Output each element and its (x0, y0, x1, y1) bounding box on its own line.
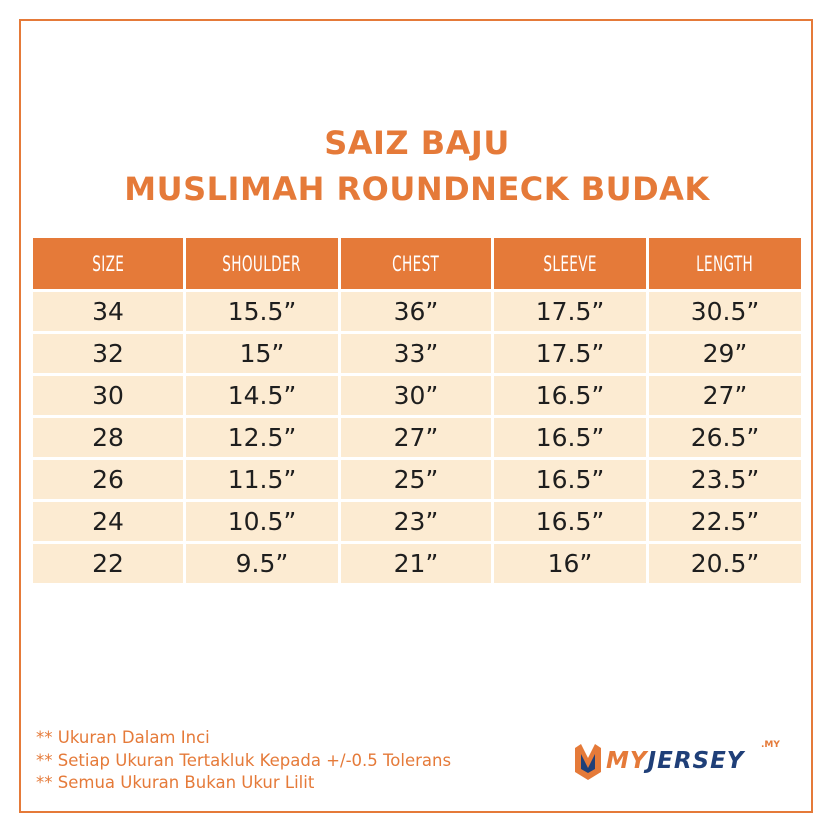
logo-wordmark (606, 748, 744, 774)
table-header-row (33, 238, 801, 289)
footnotes (36, 727, 451, 795)
cell-size: 26 (33, 460, 183, 499)
header-chest: CHEST (341, 238, 491, 289)
table-row (33, 544, 801, 583)
logo-text-jersey: JERSEY (647, 748, 745, 774)
table-row (33, 460, 801, 499)
cell-shoulder: 12.5” (186, 418, 338, 457)
cell-sleeve: 17.5” (494, 292, 646, 331)
myjersey-logo (573, 740, 788, 790)
footnote-2: ** Setiap Ukuran Tertakluk Kepada +/-0.5 Tolerans (36, 750, 452, 770)
cell-length: 27” (649, 376, 801, 415)
header-size: SIZE (33, 238, 183, 289)
table-row (33, 292, 801, 331)
cell-length: 29” (649, 334, 801, 373)
header-sleeve: SLEEVE (494, 238, 646, 289)
cell-length: 26.5” (649, 418, 801, 457)
footnote-3: ** Semua Ukuran Bukan Ukur Lilit (36, 773, 315, 792)
cell-sleeve: 16.5” (494, 418, 646, 457)
table-row (33, 376, 801, 415)
cell-shoulder: 15.5” (186, 292, 338, 331)
cell-sleeve: 16.5” (494, 502, 646, 541)
cell-sleeve: 16” (494, 544, 646, 583)
logo-text-tld: .MY (761, 740, 780, 750)
header-length: LENGTH (649, 238, 801, 289)
cell-shoulder: 15” (186, 334, 338, 373)
table-row (33, 502, 801, 541)
cell-chest: 21” (341, 544, 491, 583)
cell-size: 24 (33, 502, 183, 541)
cell-chest: 36” (341, 292, 491, 331)
title-line-1: SAIZ BAJU (324, 124, 510, 162)
cell-shoulder: 11.5” (186, 460, 338, 499)
title-line-2: MUSLIMAH ROUNDNECK BUDAK (124, 170, 710, 208)
size-chart-table (30, 235, 804, 586)
cell-size: 22 (33, 544, 183, 583)
myjersey-m-logo-icon (573, 742, 603, 782)
table-row (33, 418, 801, 457)
cell-shoulder: 10.5” (186, 502, 338, 541)
cell-chest: 25” (341, 460, 491, 499)
cell-sleeve: 16.5” (494, 376, 646, 415)
cell-sleeve: 17.5” (494, 334, 646, 373)
cell-length: 23.5” (649, 460, 801, 499)
cell-chest: 30” (341, 376, 491, 415)
cell-length: 22.5” (649, 502, 801, 541)
cell-size: 34 (33, 292, 183, 331)
cell-shoulder: 9.5” (186, 544, 338, 583)
cell-chest: 23” (341, 502, 491, 541)
cell-chest: 33” (341, 334, 491, 373)
cell-size: 30 (33, 376, 183, 415)
cell-sleeve: 16.5” (494, 460, 646, 499)
header-shoulder: SHOULDER (186, 238, 338, 289)
logo-text-my: MY (606, 748, 648, 774)
footnote-1: ** Ukuran Dalam Inci (36, 728, 210, 747)
cell-size: 28 (33, 418, 183, 457)
table-row (33, 334, 801, 373)
cell-length: 30.5” (649, 292, 801, 331)
cell-length: 20.5” (649, 544, 801, 583)
cell-chest: 27” (341, 418, 491, 457)
cell-shoulder: 14.5” (186, 376, 338, 415)
cell-size: 32 (33, 334, 183, 373)
